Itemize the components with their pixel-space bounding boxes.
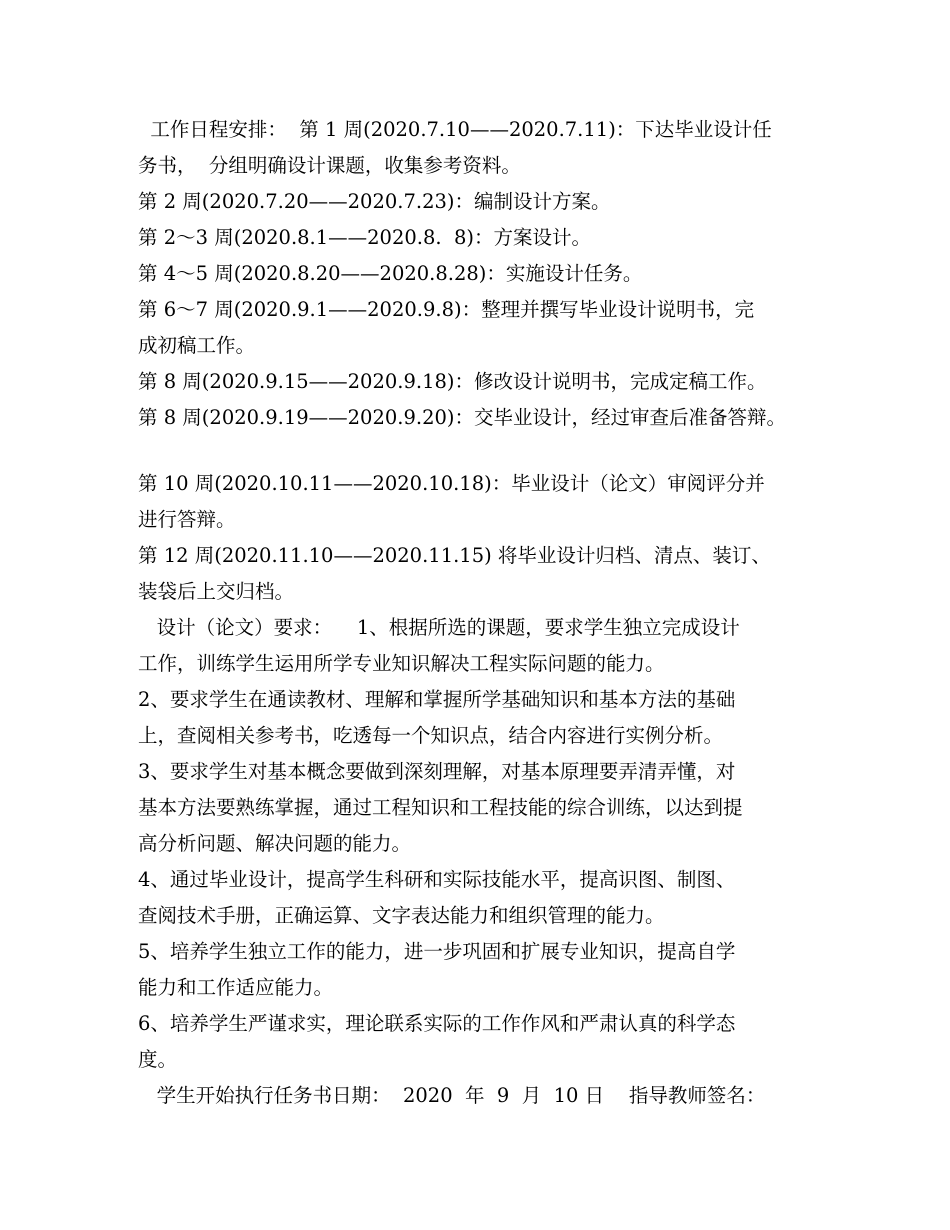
requirement-5-continued: 能力和工作适应能力。 (138, 976, 334, 999)
schedule-intro-line: 工作日程安排： 第 1 周(2020.7.10——2020.7.11)：下达毕业设计任 (138, 118, 772, 141)
requirements-intro: 设计（论文）要求： 1、根据所选的课题，要求学生独立完成设计 (138, 616, 740, 639)
requirement-2-continued: 上，查阅相关参考书，吃透每一个知识点，结合内容进行实例分析。 (138, 724, 724, 747)
schedule-week-10: 第 10 周(2020.10.11——2020.10.18)：毕业设计（论文）审阅评分并 (138, 472, 765, 495)
start-date-signature-line: 学生开始执行任务书日期： 2020 年 9 月 10 日 指导教师签名： (138, 1084, 766, 1107)
requirement-4: 4、通过毕业设计，提高学生科研和实际技能水平，提高识图、制图、 (138, 868, 736, 891)
requirement-5: 5、培养学生独立工作的能力，进一步巩固和扩展专业知识，提高自学 (138, 940, 736, 963)
requirement-3-end: 高分析问题、解决问题的能力。 (138, 832, 412, 855)
schedule-week-2: 第 2 周(2020.7.20——2020.7.23)：编制设计方案。 (138, 190, 611, 213)
schedule-week-12-continued: 装袋后上交归档。 (138, 580, 295, 603)
requirement-4-continued: 查阅技术手册，正确运算、文字表达能力和组织管理的能力。 (138, 904, 665, 927)
requirement-1-continued: 工作，训练学生运用所学专业知识解决工程实际问题的能力。 (138, 652, 665, 675)
schedule-week-8-submit: 第 8 周(2020.9.19——2020.9.20)：交毕业设计，经过审查后准备答辩。 (138, 406, 787, 429)
schedule-week-10-continued: 进行答辩。 (138, 508, 236, 531)
requirement-3: 3、要求学生对基本概念要做到深刻理解，对基本原理要弄清弄懂，对 (138, 760, 736, 783)
schedule-week-6-7: 第 6～7 周(2020.9.1——2020.9.8)：整理并撰写毕业设计说明书，完 (138, 298, 755, 321)
requirement-3-continued: 基本方法要熟练掌握，通过工程知识和工程技能的综合训练，以达到提 (138, 796, 743, 819)
requirement-2: 2、要求学生在通读教材、理解和掌握所学基础知识和基本方法的基础 (138, 688, 736, 711)
requirement-6-continued: 度。 (138, 1048, 178, 1071)
schedule-week-4-5: 第 4～5 周(2020.8.20——2020.8.28)：实施设计任务。 (138, 262, 643, 285)
requirement-6: 6、培养学生严谨求实，理论联系实际的工作作风和严肃认真的科学态 (138, 1012, 736, 1035)
schedule-intro-continued: 务书， 分组明确设计课题，收集参考资料。 (138, 154, 521, 177)
schedule-week-2-3: 第 2～3 周(2020.8.1——2020.8. 8)：方案设计。 (138, 226, 591, 249)
schedule-week-8-revise: 第 8 周(2020.9.15——2020.9.18)：修改设计说明书，完成定稿工作。 (138, 370, 767, 393)
schedule-week-12: 第 12 周(2020.11.10——2020.11.15) 将毕业设计归档、清点、装订、 (138, 544, 771, 567)
schedule-week-6-7-continued: 成初稿工作。 (138, 334, 256, 357)
